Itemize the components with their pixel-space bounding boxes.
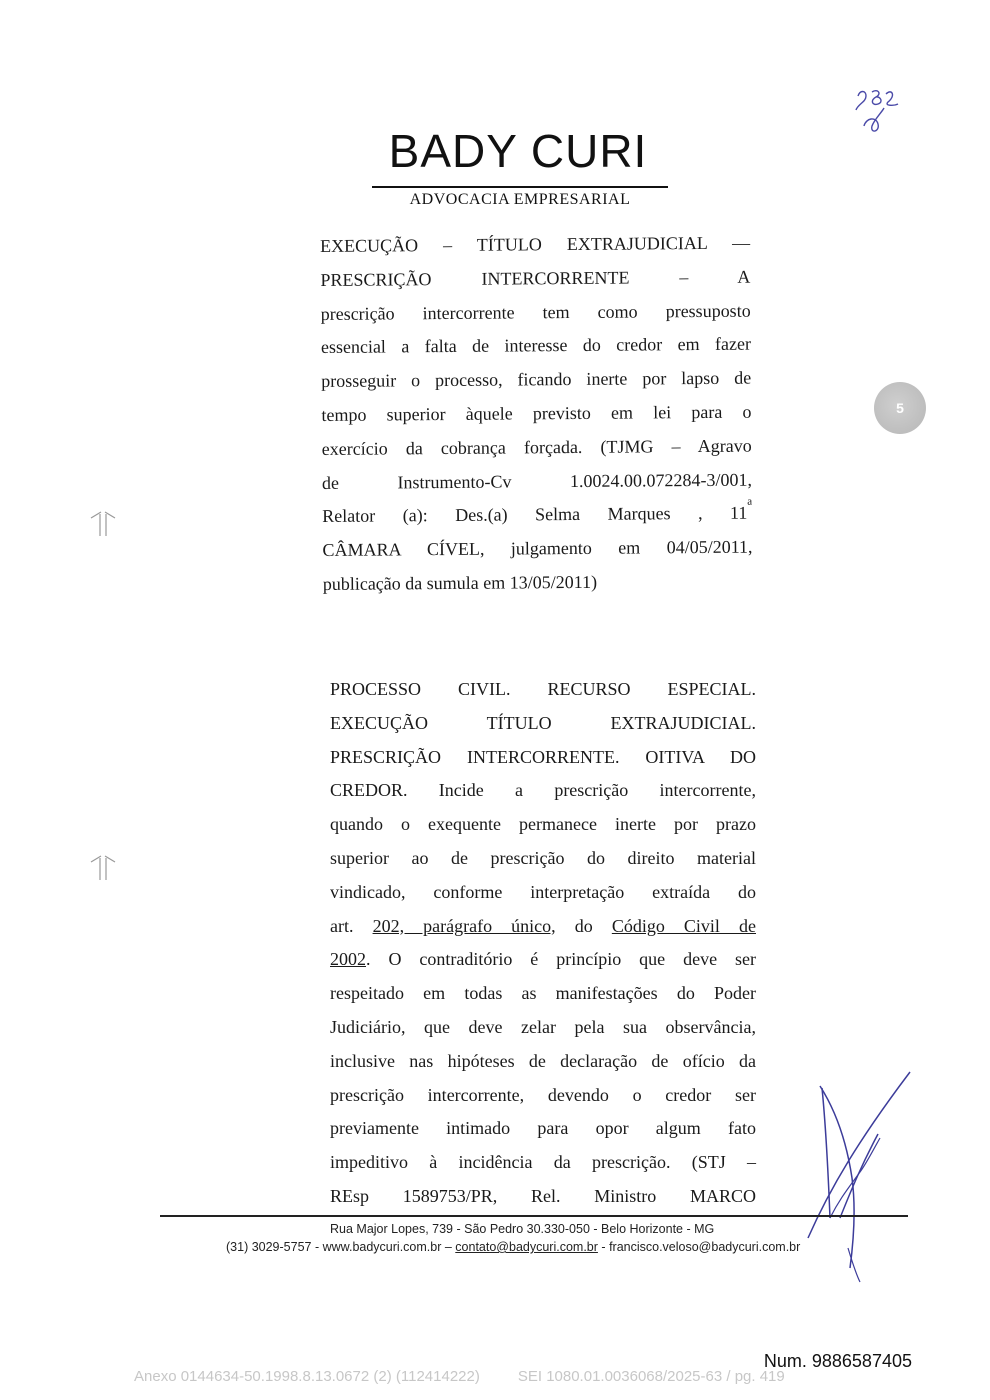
text-line: respeitado em todas as manifestações do Poder: [330, 983, 756, 1004]
text-line: Judiciário, que deve zelar pela sua observância,: [330, 1016, 756, 1037]
text-line: PRESCRIÇÃO INTERCORRENTE. OITIVA DO: [330, 746, 756, 767]
page-badge: 5: [874, 382, 926, 434]
text-line: EXECUÇÃO – TÍTULO EXTRAJUDICIAL —: [320, 232, 751, 256]
footer-email-secondary: francisco.veloso@badycuri.com.br: [609, 1240, 801, 1254]
text-line: impeditivo à incidência da prescrição. (STJ –: [330, 1152, 756, 1173]
legal-reference-link[interactable]: 2002: [330, 949, 366, 970]
text-fragment: art.: [330, 915, 354, 936]
text-line: previamente intimado para opor algum fato: [330, 1118, 756, 1139]
document-number: Num. 9886587405: [763, 1351, 912, 1371]
text-line: CREDOR. Incide a prescrição intercorrente,: [330, 780, 756, 801]
text-line: exercício da cobrança forçada. (TJMG – Agravo: [321, 435, 752, 459]
text-line: vindicado, conforme interpretação extraída do: [330, 881, 756, 902]
text-line: prosseguir o processo, ficando inerte por lapso de: [321, 367, 752, 392]
footer-email-link[interactable]: contato@badycuri.com.br: [455, 1240, 598, 1254]
footer-address: Rua Major Lopes, 739 - São Pedro 30.330-050 - Belo Horizonte - MG: [330, 1222, 715, 1236]
text-line: EXECUÇÃO TÍTULO EXTRAJUDICIAL.: [330, 712, 756, 733]
legal-reference-link[interactable]: 202, parágrafo único,: [372, 915, 556, 936]
text-line: PRESCRIÇÃO INTERCORRENTE – A: [320, 266, 751, 290]
text-line: [330, 910, 756, 944]
letterhead-subtitle: ADVOCACIA EMPRESARIAL: [409, 191, 631, 208]
sei-reference: SEI 1080.01.0036068/2025-63 / pg. 419: [517, 1368, 785, 1385]
scan-mark-icon: [88, 508, 118, 538]
handwritten-signature: [800, 1068, 920, 1283]
quote-block-tjmg: [320, 227, 753, 602]
text-line: prescrição intercorrente, devendo o credor ser: [330, 1084, 756, 1105]
footer-phone-site: (31) 3029-5757 - www.badycuri.com.br –: [226, 1240, 452, 1254]
footer-separator: -: [601, 1240, 606, 1254]
letterhead-divider: [372, 186, 668, 188]
text-line: [330, 943, 756, 977]
text-fragment: do: [574, 915, 593, 936]
text-line: inclusive nas hipóteses de declaração de ofício da: [330, 1050, 756, 1071]
text-line: REsp 1589753/PR, Rel. Ministro MARCO: [330, 1185, 756, 1206]
text-line: prescrição intercorrente tem como pressuposto: [320, 300, 751, 324]
quote-block-stj: [330, 673, 756, 1214]
text-line: tempo superior àquele previsto em lei para o: [321, 401, 752, 425]
letterhead-brand: BADY CURI: [388, 125, 648, 177]
text-fragment: Relator (a): Des.(a) Selma Marques , 11: [322, 503, 748, 527]
handwritten-page-number: [850, 82, 930, 142]
text-line: superior ao de prescrição do direito material: [330, 847, 756, 868]
sei-stamp: [134, 1368, 823, 1385]
footer-contacts: [226, 1240, 800, 1254]
text-line: PROCESSO CIVIL. RECURSO ESPECIAL.: [330, 679, 756, 699]
superscript: a: [747, 495, 753, 509]
text-line: quando o exequente permanece inerte por prazo: [330, 814, 756, 835]
text-line: essencial a falta de interesse do credor em fazer: [320, 334, 751, 358]
scan-mark-icon: [88, 852, 118, 882]
text-line: de Instrumento-Cv 1.0024.00.072284-3/001,: [321, 469, 753, 493]
footer-divider: [160, 1215, 908, 1217]
text-line: [322, 497, 752, 534]
text-line: publicação da sumula em 13/05/2011): [322, 571, 598, 594]
text-fragment: . O contraditório é princípio que deve ser: [366, 949, 756, 970]
text-line: CÂMARA CÍVEL, julgamento em 04/05/2011,: [322, 536, 753, 561]
annex-reference: Anexo 0144634-50.1998.8.13.0672 (2) (112414222): [134, 1368, 480, 1385]
legal-reference-link[interactable]: Código Civil de: [611, 915, 756, 936]
